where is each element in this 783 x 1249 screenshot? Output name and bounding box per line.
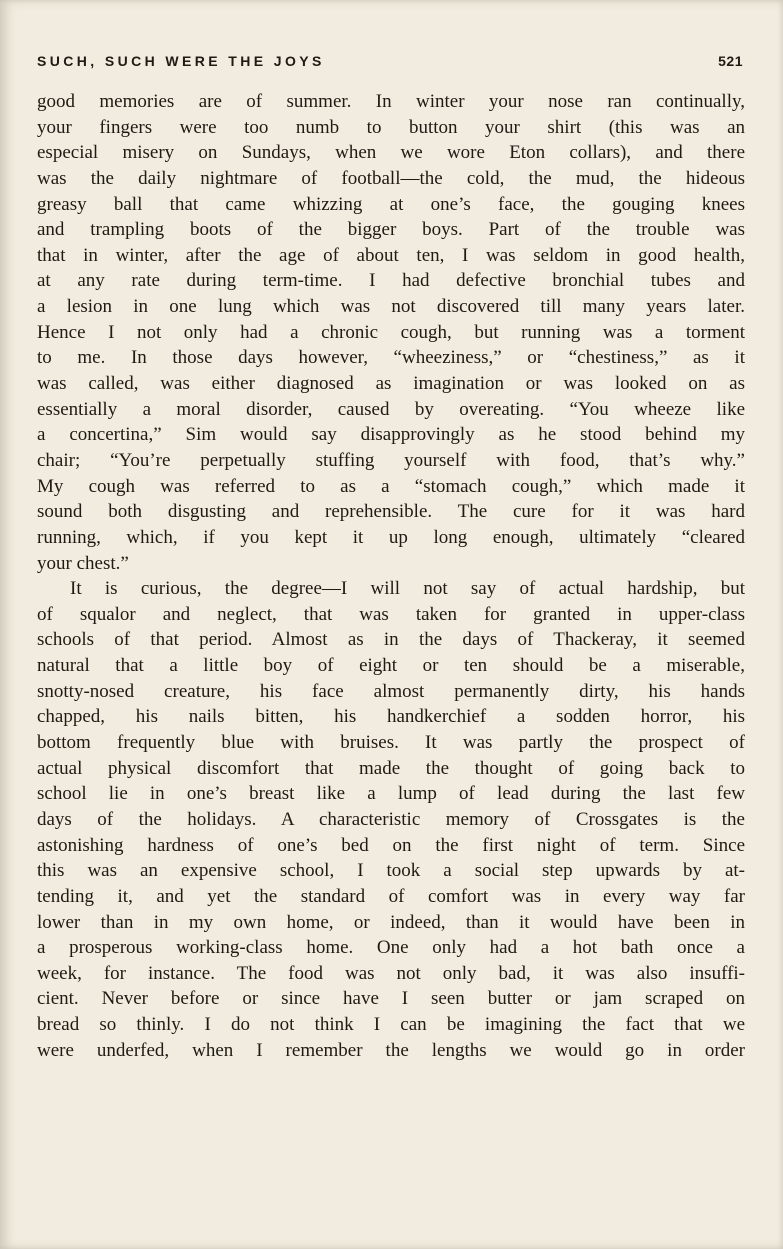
text-line: snotty-nosed creature, his face almost permanently dirty, his hands <box>37 680 745 702</box>
text-line: of squalor and neglect, that was taken for granted in upper-class <box>37 603 745 625</box>
text-line: a prosperous working-class home. One only had a hot bath once a <box>37 937 745 959</box>
text-line: greasy ball that came whizzing at one’s face, the gouging knees <box>37 193 745 215</box>
text-line: a concertina,” Sim would say disapprovingly as he stood behind my <box>37 424 745 446</box>
text-line: cient. Never before or since have I seen butter or jam scraped on <box>37 988 745 1010</box>
text-line: astonishing hardness of one’s bed on the first night of term. Since <box>37 834 745 856</box>
text-line: and trampling boots of the bigger boys. Part of the trouble was <box>37 219 745 241</box>
page-number: 521 <box>718 53 743 69</box>
text-line: sound both disgusting and reprehensible. The cure for it was hard <box>37 501 745 523</box>
text-line: running, which, if you kept it up long enough, ultimately “cleared <box>37 526 745 548</box>
text-line: your fingers were too numb to button your shirt (this was an <box>37 116 745 138</box>
text-line: school lie in one’s breast like a lump of lead during the last few <box>37 783 745 805</box>
text-line: was the daily nightmare of football—the cold, the mud, the hideous <box>37 167 745 189</box>
text-line: bottom frequently blue with bruises. It was partly the prospect of <box>37 732 745 754</box>
text-line: that in winter, after the age of about ten, I was seldom in good health, <box>37 244 745 266</box>
text-line: actual physical discomfort that made the thought of going back to <box>37 757 745 779</box>
text-line: natural that a little boy of eight or ten should be a miserable, <box>37 655 745 677</box>
text-line: Hence I not only had a chronic cough, but running was a torment <box>37 321 745 343</box>
text-line: especial misery on Sundays, when we wore Eton collars), and there <box>37 142 745 164</box>
text-line: lower than in my own home, or indeed, than it would have been in <box>37 911 745 933</box>
text-line: to me. In those days however, “wheeziness,” or “chestiness,” as it <box>37 347 745 369</box>
paragraph-start-line: It is curious, the degree—I will not say of actual hardship, but <box>70 578 745 600</box>
text-line: was called, was either diagnosed as imagination or was looked on as <box>37 373 745 395</box>
text-line: good memories are of summer. In winter your nose ran continually, <box>37 91 745 112</box>
text-line: at any rate during term-time. I had defective bronchial tubes and <box>37 270 745 292</box>
running-title: SUCH, SUCH WERE THE JOYS <box>37 53 325 69</box>
paragraph-end-line: your chest.” <box>37 552 129 574</box>
text-line: were underfed, when I remember the lengths we would go in order <box>37 1039 745 1061</box>
text-line: this was an expensive school, I took a social step upwards by at- <box>37 860 745 882</box>
text-line: tending it, and yet the standard of comfort was in every way far <box>37 885 745 907</box>
body-text <box>37 89 745 1063</box>
text-line: chapped, his nails bitten, his handkerchief a sodden horror, his <box>37 706 745 728</box>
text-line: My cough was referred to as a “stomach cough,” which made it <box>37 475 745 497</box>
text-line: essentially a moral disorder, caused by overeating. “You wheeze like <box>37 398 745 420</box>
text-line: a lesion in one lung which was not discovered till many years later. <box>37 296 745 318</box>
text-line: schools of that period. Almost as in the days of Thackeray, it seemed <box>37 629 745 651</box>
text-line: days of the holidays. A characteristic memory of Crossgates is the <box>37 808 745 830</box>
text-line: chair; “You’re perpetually stuffing yourself with food, that’s why.” <box>37 449 745 471</box>
text-line: bread so thinly. I do not think I can be imagining the fact that we <box>37 1014 745 1036</box>
text-line: week, for instance. The food was not only bad, it was also insuffi- <box>37 962 745 984</box>
running-head <box>37 50 745 72</box>
